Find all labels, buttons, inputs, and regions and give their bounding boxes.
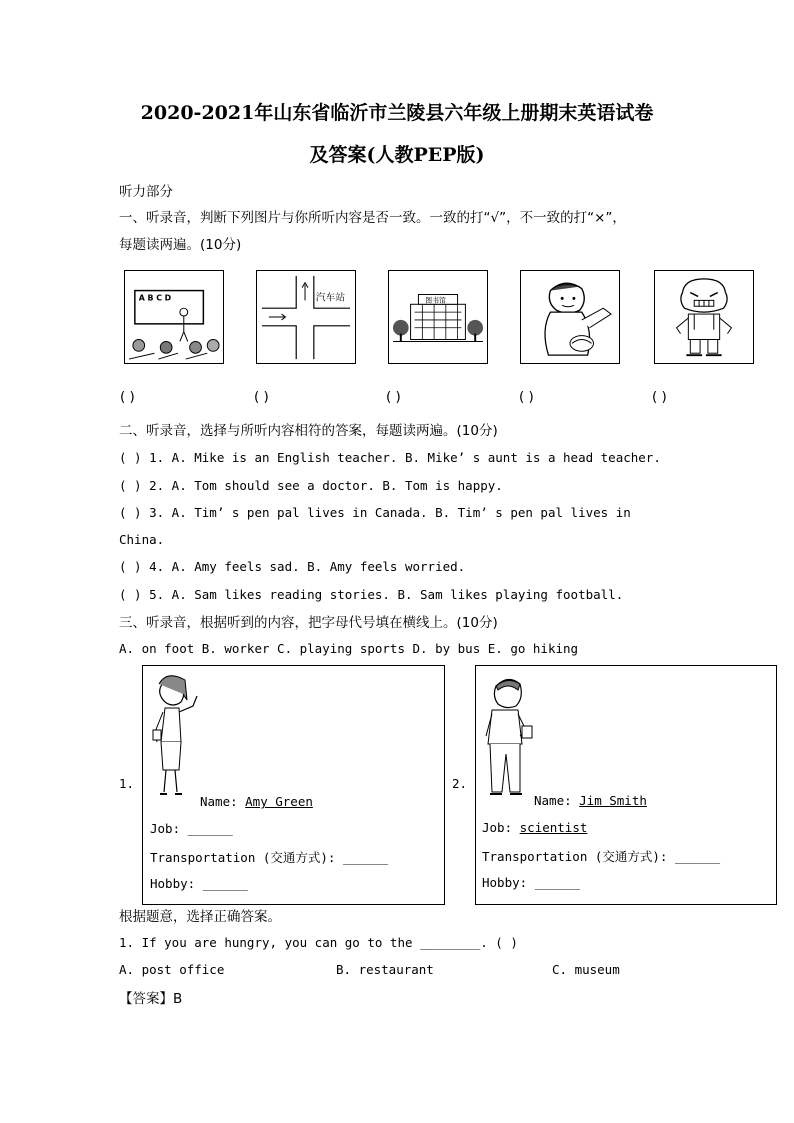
option-c: C. museum — [552, 962, 620, 977]
transport-label: Transportation (交通方式): — [150, 850, 343, 865]
document-title-line1: 2020-2021年山东省临沂市兰陵县六年级上册期末英语试卷 — [140, 102, 654, 124]
answer-blank-pic4[interactable]: ( ) — [519, 389, 534, 405]
card2-number: 2. — [452, 776, 468, 791]
job-value: scientist — [519, 820, 588, 835]
document-title-line2: 及答案(人教PEP版) — [309, 144, 485, 166]
cook-picture — [520, 270, 620, 364]
profile-card-jim — [475, 665, 777, 905]
card1-name-row — [200, 794, 313, 809]
option-b: B. restaurant — [336, 962, 434, 977]
question-item-5: ( ) 5. A. Sam likes reading stories. B. Sam likes playing football. — [119, 587, 624, 602]
road-map-picture — [256, 270, 356, 364]
name-label: Name: — [534, 793, 580, 808]
card1-job-row — [150, 821, 233, 836]
transport-blank[interactable]: ______ — [343, 850, 389, 865]
question-item-3: ( ) 3. A. Tim’ s pen pal lives in Canada. B. Tim’ s pen pal lives in — [119, 505, 631, 520]
profile-card-amy — [142, 665, 445, 905]
job-label: Job: — [482, 820, 520, 835]
section1-instruction: 一、听录音，判断下列图片与你所听内容是否一致。一致的打“√”，不一致的打“×”， — [119, 210, 626, 226]
angry-boy-picture — [654, 270, 754, 364]
library-sign: 图书馆 — [425, 296, 446, 305]
section1-instruction-cont: 每题读两遍。(10分) — [119, 237, 242, 253]
section3-instruction: 三、听录音，根据听到的内容，把字母代号填在横线上。(10分) — [119, 615, 498, 631]
answer-blank-pic3[interactable]: ( ) — [386, 389, 401, 405]
card1-transport-row — [150, 848, 388, 866]
answer-line: 【答案】B — [119, 991, 183, 1007]
library-building-picture — [388, 270, 488, 364]
section2-instruction: 二、听录音，选择与所听内容相符的答案，每题读两遍。(10分) — [119, 423, 498, 439]
question-item-1: ( ) 1. A. Mike is an English teacher. B. Mike’ s aunt is a head teacher. — [119, 450, 661, 465]
hobby-label: Hobby: — [482, 875, 535, 890]
answer-blank-pic5[interactable]: ( ) — [652, 389, 667, 405]
job-label: Job: — [150, 821, 188, 836]
hobby-blank[interactable]: ______ — [534, 875, 580, 890]
transport-blank[interactable]: ______ — [675, 849, 721, 864]
card1-number: 1. — [119, 776, 135, 791]
question-item-4: ( ) 4. A. Amy feels sad. B. Amy feels worried. — [119, 559, 466, 574]
hobby-label: Hobby: — [150, 876, 203, 891]
card1-hobby-row — [150, 876, 248, 891]
reading-question-1: 1. If you are hungry, you can go to the ________. ( ) — [119, 935, 518, 950]
card2-hobby-row — [482, 875, 580, 890]
man-figure-icon — [480, 674, 540, 802]
question-item-3-cont: China. — [119, 532, 165, 547]
card2-name-row — [534, 793, 647, 808]
option-a: A. post office — [119, 962, 225, 977]
name-label: Name: — [200, 794, 246, 809]
transport-label: Transportation (交通方式): — [482, 849, 675, 864]
name-value: Jim Smith — [579, 793, 647, 808]
card2-transport-row — [482, 847, 720, 865]
bus-station-label: 汽车站 — [315, 292, 346, 304]
section3-options: A. on foot B. worker C. playing sports D. by bus E. go hiking — [119, 641, 579, 656]
name-value: Amy Green — [245, 794, 313, 809]
answer-blank-pic1[interactable]: ( ) — [120, 389, 135, 405]
reading-instruction: 根据题意，选择正确答案。 — [119, 909, 281, 925]
card2-job-row — [482, 820, 587, 835]
job-blank[interactable]: ______ — [187, 821, 233, 836]
hobby-blank[interactable]: ______ — [202, 876, 248, 891]
listening-label: 听力部分 — [119, 184, 173, 200]
classroom-picture — [124, 270, 224, 364]
question-item-2: ( ) 2. A. Tom should see a doctor. B. Tom is happy. — [119, 478, 503, 493]
board-letters: A B C D — [138, 293, 172, 303]
woman-figure-icon — [147, 672, 207, 802]
answer-blank-pic2[interactable]: ( ) — [254, 389, 269, 405]
